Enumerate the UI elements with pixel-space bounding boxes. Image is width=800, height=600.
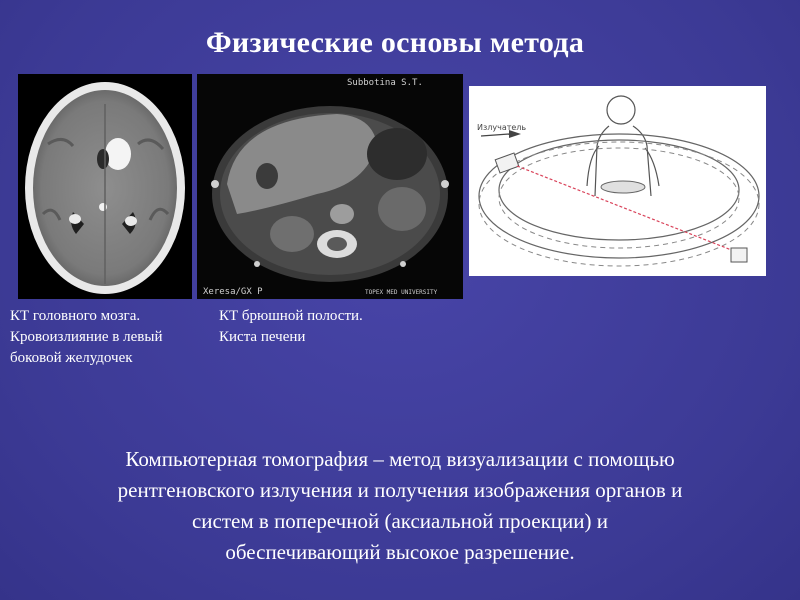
caption-line: Киста печени	[219, 329, 306, 345]
ct-scanner-diagram	[469, 86, 766, 276]
abdominal-ct-image	[197, 74, 463, 299]
definition-line: систем в поперечной (аксиальной проекции) и	[191, 509, 609, 533]
definition-line: Компьютерная томография – метод визуализации с помощью	[125, 447, 675, 471]
caption-line: Кровоизлияние в левый	[10, 329, 163, 345]
caption-line: КТ брюшной полости.	[219, 308, 363, 324]
definition-line: обеспечивающий высокое разрешение.	[225, 540, 575, 564]
scan-footer-left: Xeresa/GX P	[203, 287, 263, 297]
source-label: Излучатель	[477, 123, 527, 132]
abdominal-ct-caption	[219, 306, 419, 348]
caption-line: боковой желудочек	[10, 350, 133, 366]
scan-header-text: Subbotina S.T.	[347, 78, 423, 88]
brain-ct-image	[18, 74, 192, 299]
caption-line: КТ головного мозга.	[10, 308, 141, 324]
definition-line: рентгеновского излучения и получения изображения органов и	[117, 478, 683, 502]
brain-ct-caption	[10, 306, 210, 369]
definition-text	[30, 444, 770, 568]
scan-footer-right: TOPEX MED UNIVERSITY	[365, 289, 438, 296]
slide-title: Физические основы метода	[205, 26, 585, 59]
